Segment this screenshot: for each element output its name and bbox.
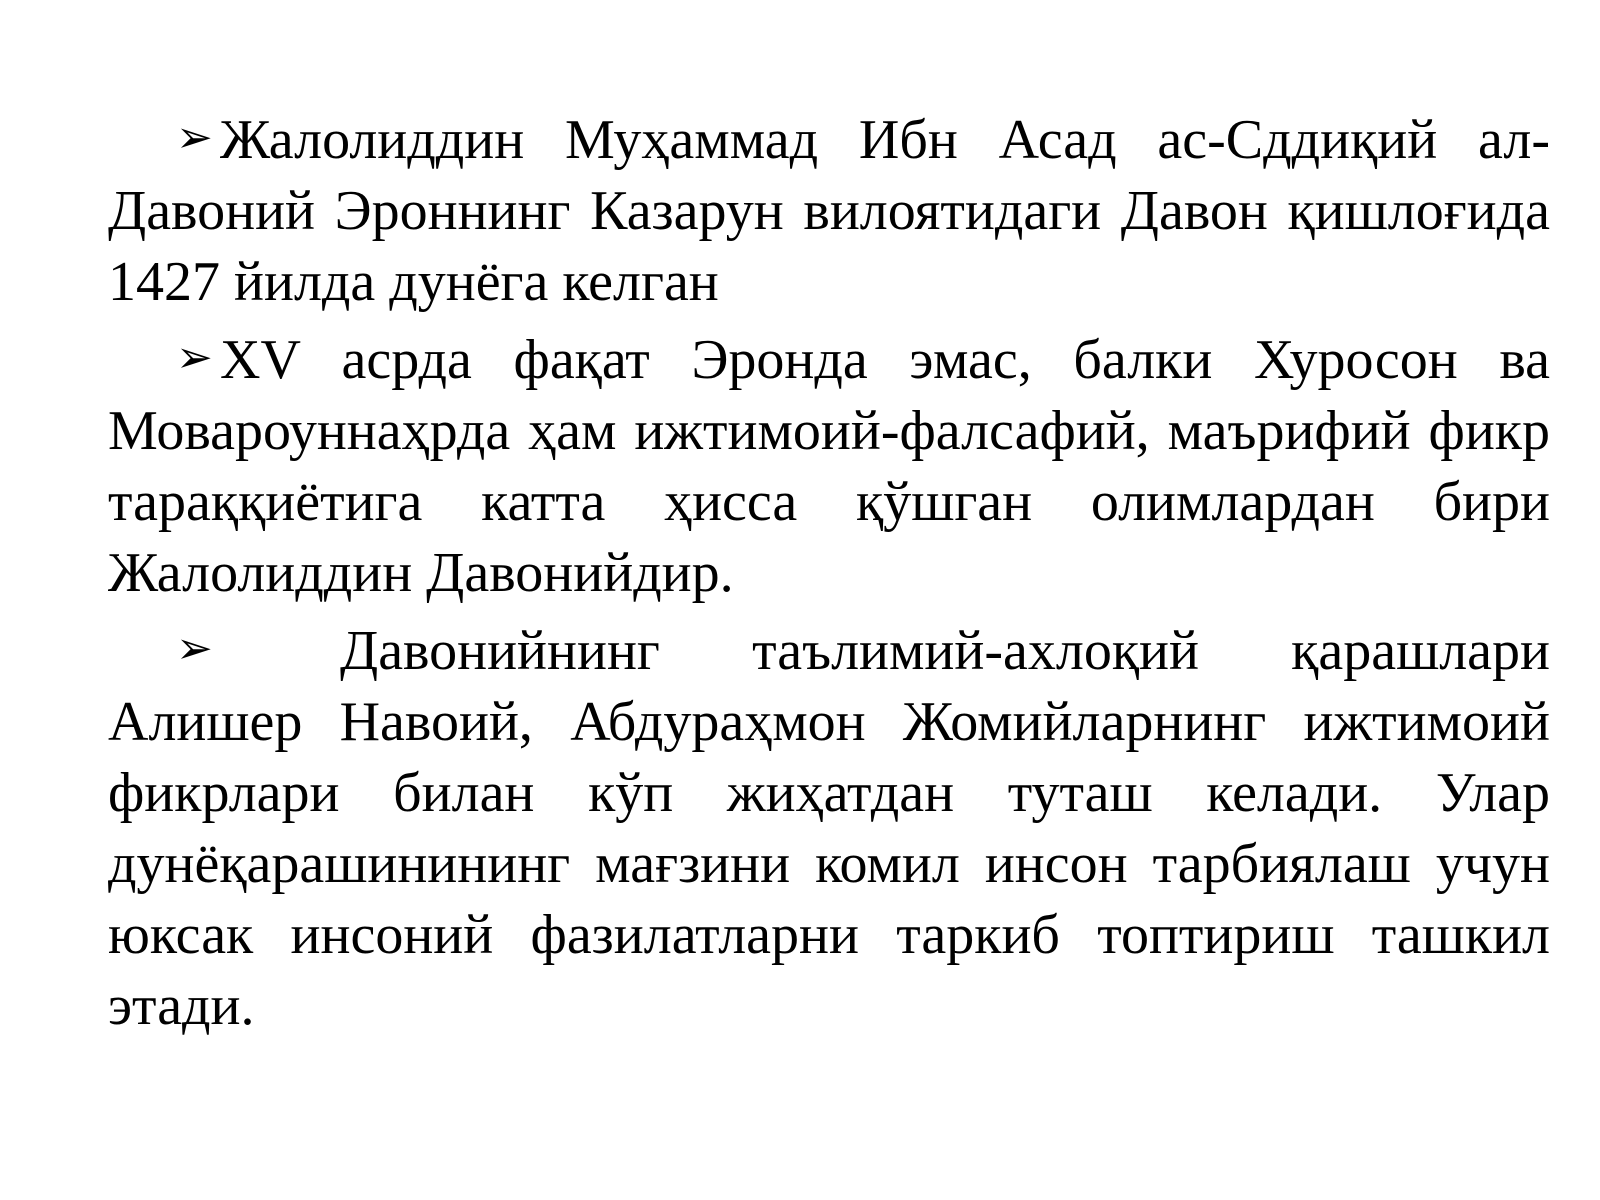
paragraph-1-text: Жалолиддин Муҳаммад Ибн Асад ас-Сддиқий ал-Давоний Эроннинг Казарун вилоятидаги Давон қишлоғида 1427 йилда дунёга келган: [108, 109, 1550, 313]
paragraph-3-text: Давонийнинг таълимий-ахлоқий қарашлари Алишер Навоий, Абдураҳмон Жомийларнинг ижтимоий фикрлари билан кўп жиҳатдан туташ келади. Улар дунёқарашинининг мағзини комил инсон тарбиялаш учун юксак инсоний фазилатларни таркиб топтириш ташкил этади.: [108, 620, 1550, 1037]
paragraph-1: [108, 102, 1550, 318]
arrow-bullet-icon: ➢: [176, 623, 213, 674]
arrow-bullet-icon: ➢: [176, 332, 213, 383]
paragraph-3: [108, 613, 1550, 1042]
slide-body: [108, 102, 1550, 1046]
arrow-bullet-icon: ➢: [176, 112, 213, 163]
paragraph-2-text: XV асрда фақат Эронда эмас, балки Хуросон ва Мовароуннаҳрда ҳам ижтимоий-фалсафий, маърифий фикр тараққиётига катта ҳисса қўшган олимлардан бири Жалолиддин Давонийдир.: [108, 329, 1550, 604]
paragraph-2: [108, 322, 1550, 609]
